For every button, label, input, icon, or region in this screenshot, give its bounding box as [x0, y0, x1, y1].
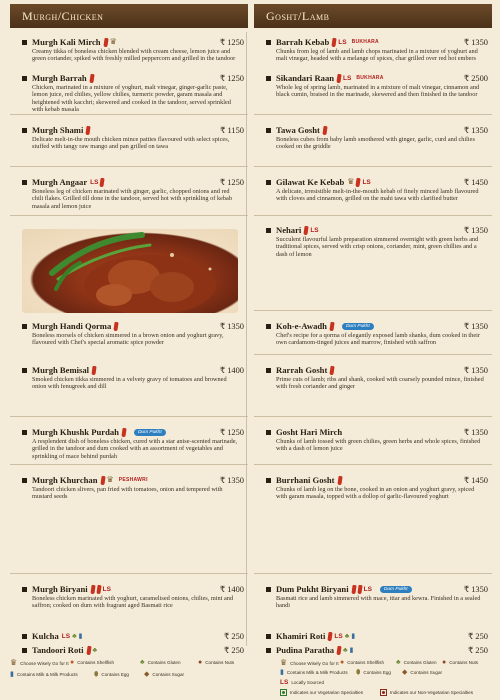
item-row	[10, 364, 248, 376]
milk-icon: ▮	[78, 631, 83, 640]
bullet-icon	[266, 324, 271, 329]
row-divider	[10, 464, 248, 465]
legend-egg	[94, 671, 129, 678]
row-divider	[254, 215, 492, 216]
bullet-icon	[266, 228, 271, 233]
locally-sourced-icon: LS	[338, 38, 347, 46]
chili-icon	[100, 177, 105, 186]
chili-icon	[114, 321, 119, 330]
row-divider	[254, 166, 492, 167]
item-row	[10, 426, 248, 438]
chili-icon	[89, 73, 94, 82]
dish-price: ₹ 1400	[219, 585, 244, 594]
milk-icon: ▮	[280, 669, 284, 676]
dish-icons	[91, 585, 220, 594]
dish-description: Whole leg of spring lamb, marinated in a mixture of malt vinegar, cinnamon and black cumin, braised in the marinade, skewered and then finished in the tandoor	[276, 84, 480, 99]
dish-price: ₹ 2500	[463, 74, 488, 83]
dish-name: Sikandari Raan	[276, 73, 335, 83]
dish-name: Tandoori Roti	[32, 645, 84, 655]
menu-item	[10, 176, 248, 210]
menu-item	[10, 644, 248, 656]
dish-price: ₹ 1350	[463, 38, 488, 47]
bullet-icon	[266, 478, 271, 483]
dish-icons	[114, 322, 220, 331]
dish-name: Murgh Shami	[32, 125, 84, 135]
nut-icon: ●	[198, 659, 203, 666]
dish-description: Boneless morsels of chicken simmered in a brown onion and yoghurt gravy, flavoured with Chef's special aromatic spice powder	[32, 332, 224, 347]
legend-label: Indicates our Vegetarian Specialties	[290, 690, 364, 695]
locally-sourced-icon: LS	[334, 632, 343, 640]
bullet-icon	[266, 634, 271, 639]
bullet-icon	[22, 648, 27, 653]
dish-description: Creamy tikka of boneless chicken blended with cream cheese, lemon juice and green coriander, spiked with freshly milled peppercorn and grilled in the tandoor	[32, 48, 236, 63]
nut-icon: ●	[442, 659, 447, 666]
wheat-icon: ♣	[344, 631, 350, 640]
row-divider	[254, 354, 492, 355]
dish-name: Murgh Biryani	[32, 584, 88, 594]
legend-label: Contains Egg	[101, 672, 129, 677]
milk-icon: ▮	[351, 631, 356, 640]
legend-label: Contains Egg	[363, 670, 391, 675]
dish-icons	[330, 366, 463, 375]
dish-icons	[323, 126, 464, 135]
wheat-icon: ♣	[140, 659, 145, 666]
dish-name: Koh-e-Awadh	[276, 321, 327, 331]
locally-sourced-icon: LS	[61, 632, 71, 640]
row-divider	[254, 114, 492, 115]
dish-name: Tawa Gosht	[276, 125, 320, 135]
dish-icons	[122, 428, 220, 437]
legend-egg-right	[356, 669, 391, 676]
chili-icon	[357, 584, 362, 593]
legend-sugar-right	[402, 669, 442, 676]
legend-dairy-right	[280, 669, 348, 676]
bullet-icon	[266, 368, 271, 373]
item-row	[254, 630, 492, 642]
bullet-icon	[266, 648, 271, 653]
menu-item	[10, 426, 248, 460]
row-divider	[10, 215, 248, 216]
chili-icon	[103, 37, 108, 46]
dish-icons	[86, 126, 220, 135]
menu-item	[254, 320, 492, 347]
dish-description: Prime cuts of lamb; ribs and shank, cooked with coarsely pounded mince, finished with fresh coriander and ginger	[276, 376, 484, 391]
dish-price: ₹ 1250	[219, 38, 244, 47]
dum-pukht-badge: Dum Pukht	[342, 323, 374, 330]
dish-description: Chunks of lamb tossed with green chilies, green herbs and whole spices, finished with a dash of lemon juice	[276, 438, 481, 453]
dish-name: Murgh Kali Mirch	[32, 37, 101, 47]
locally-sourced-icon: LS	[90, 178, 99, 186]
dish-price: ₹ 1250	[219, 178, 244, 187]
column-divider	[246, 32, 247, 646]
dish-icons	[87, 646, 225, 655]
chili-icon	[96, 584, 101, 593]
dish-price: ₹ 250	[224, 632, 244, 641]
shellfish-icon: ●	[70, 659, 75, 666]
chili-icon	[90, 584, 95, 593]
row-divider	[254, 464, 492, 465]
bullet-icon	[22, 180, 27, 185]
menu-item	[10, 36, 248, 63]
nonveg-icon	[380, 689, 387, 696]
menu-item	[254, 644, 492, 656]
bullet-icon	[266, 128, 271, 133]
dish-icons	[347, 178, 464, 187]
legend-sugar	[144, 671, 184, 678]
bullet-icon	[266, 40, 271, 45]
bullet-icon	[22, 128, 27, 133]
dish-description: Chunks of lamb leg on the bone, cooked in an onion and yoghurt gravy, spiced with garam masala, topped with a dollop of garlic-flavoured yoghurt	[276, 486, 475, 501]
menu-item	[254, 630, 492, 642]
legend-chef-right	[280, 659, 339, 667]
menu-item	[10, 364, 248, 391]
bukhara-badge: BUKHARA	[351, 39, 379, 45]
legend-label: Contains Sugar	[152, 672, 185, 677]
dish-icons	[90, 178, 220, 187]
dish-name: Pudina Paratha	[276, 645, 335, 655]
dish-name: Dum Pukht Biryani	[276, 584, 349, 594]
menu-item	[254, 474, 492, 501]
item-row	[10, 36, 248, 48]
dish-name: Gilawat Ke Kebab	[276, 177, 345, 187]
chili-icon	[100, 475, 105, 484]
locally-sourced-icon: LS	[310, 226, 319, 234]
curry-illustration	[22, 229, 238, 313]
legend-shellfish-right	[340, 659, 384, 666]
item-row	[10, 644, 248, 656]
dish-icons	[328, 632, 468, 641]
item-row	[10, 72, 248, 84]
chef-hat-icon: ♛	[109, 37, 117, 46]
legend-label: Contains Gluten	[403, 660, 437, 665]
dish-icons	[330, 322, 464, 331]
item-row	[254, 583, 492, 595]
dish-description: Basmati rice and lamb simmered with mace, ittar and kewra. Finished in a sealed handi	[276, 595, 481, 610]
dish-description: Chunks from leg of lamb and lamb chops marinated in a mixture of yoghurt and malt vinegar, headed with a melange of spices, char grilled over red hot embers	[276, 48, 478, 63]
bullet-icon	[22, 587, 27, 592]
chili-icon	[330, 365, 335, 374]
legend-gluten	[140, 659, 181, 666]
dish-icons	[90, 74, 220, 83]
menu-item	[254, 224, 492, 258]
dish-icons	[337, 74, 464, 83]
bullet-icon	[22, 76, 27, 81]
legend-local	[280, 679, 324, 686]
dish-icons	[62, 633, 224, 640]
item-row	[10, 176, 248, 188]
dish-price: ₹ 1450	[463, 476, 488, 485]
row-divider	[10, 166, 248, 167]
dish-icons	[338, 476, 464, 485]
item-row	[10, 583, 248, 595]
bullet-icon	[266, 180, 271, 185]
locally-sourced-icon: LS	[362, 178, 371, 186]
shellfish-icon: ●	[340, 659, 345, 666]
menu-item	[254, 426, 492, 453]
dish-name: Rarrah Gosht	[276, 365, 328, 375]
dish-price: ₹ 1400	[219, 366, 244, 375]
wheat-icon: ♣	[72, 631, 77, 640]
menu-item	[10, 72, 248, 114]
menu-item	[254, 364, 492, 391]
chef-hat-icon: ♛	[280, 658, 288, 667]
milk-icon: ▮	[349, 645, 354, 654]
dish-description: Boneless leg of chicken marinated with ginger, garlic, chopped onions and red chili flakes. Grilled till done in the tandoor, served hot with sprinkling of kebab masala and lemon juice	[32, 188, 232, 210]
peshawri-badge: PESHAWRI	[118, 477, 148, 483]
dish-icons	[304, 226, 464, 235]
legend-dairy	[10, 671, 78, 678]
dish-icons	[337, 646, 468, 655]
legend-label: Indicates our Non-Vegetarian Specialties	[390, 690, 473, 695]
section-header: Gosht/Lamb	[254, 4, 492, 28]
dish-price: ₹ 1350	[463, 428, 488, 437]
item-row	[10, 474, 248, 486]
veg-icon	[280, 689, 287, 696]
item-row	[254, 72, 492, 84]
dish-icons	[352, 585, 464, 594]
chili-icon	[322, 125, 327, 134]
dish-name: Khamiri Roti	[276, 631, 326, 641]
row-divider	[10, 416, 248, 417]
legend-label: Choose Wisely Go for It	[20, 660, 69, 666]
dish-description: Chef's recipe for a qorma of elegantly exposed lamb shanks, dum cooked in their own cardamom-tinged juices and marrow, finished with saffron	[276, 332, 480, 347]
legend-veg	[280, 689, 363, 696]
bullet-icon	[22, 430, 27, 435]
dish-description: Delicate melt-in-the mouth chicken mince patties flavoured with select spices, stuffed with tangy raw mango and pan grilled on tawa	[32, 136, 230, 151]
dish-price: ₹ 1350	[463, 322, 488, 331]
legend-label: Contains Milk & Milk Products	[286, 670, 348, 675]
dish-name: Barrah Kebab	[276, 37, 330, 47]
item-row	[254, 644, 492, 656]
dish-icons	[101, 476, 220, 485]
dish-photo	[22, 229, 238, 313]
legend-label: Contains Nuts	[205, 660, 235, 665]
item-row	[254, 124, 492, 136]
dum-pukht-badge: Dum Pukht	[380, 586, 412, 593]
bullet-icon	[266, 587, 271, 592]
menu-item	[10, 124, 248, 151]
legend-nuts	[198, 659, 234, 666]
sugar-icon: ◆	[402, 669, 408, 676]
bullet-icon	[266, 430, 271, 435]
dish-description: Tandoori chicken slivers, pan fried with tomatoes, onion and tempered with mustard seeds	[32, 486, 223, 501]
dish-price: ₹ 1250	[219, 74, 244, 83]
chili-icon	[304, 225, 309, 234]
row-divider	[254, 310, 492, 311]
bullet-icon	[22, 478, 27, 483]
dish-name: Murgh Angaar	[32, 177, 88, 187]
egg-icon: ⬮	[94, 671, 99, 678]
dish-name: Burrhani Gosht	[276, 475, 335, 485]
bullet-icon	[266, 76, 271, 81]
dish-icons	[104, 38, 220, 47]
dish-description: Boneless cubes from baby lamb smothered with ginger, garlic, curd and chilies cooked on the griddle	[276, 136, 475, 151]
chili-icon	[328, 631, 333, 640]
dish-price: ₹ 1350	[219, 476, 244, 485]
dish-name: Murgh Bemisal	[32, 365, 90, 375]
dish-description: Chicken, marinated in a mixture of yoghurt, malt vinegar, ginger-garlic paste, lemon juice, red chilies, yellow chilies, turmeric powder, garam masala and heightened with kacchri; skewered and cooked in the tandoor, served sprinkled with kebab masala	[32, 84, 231, 114]
item-row	[254, 364, 492, 376]
menu-item	[10, 474, 248, 501]
row-divider	[10, 573, 248, 574]
legend-shellfish	[70, 659, 114, 666]
item-row	[254, 320, 492, 332]
dish-icons	[332, 38, 464, 47]
legend-label: Choose Wisely Go for It	[290, 660, 339, 666]
dish-price: ₹ 1350	[219, 322, 244, 331]
dish-price: ₹ 1350	[463, 585, 488, 594]
menu-item	[254, 176, 492, 203]
chili-icon	[351, 584, 356, 593]
chef-hat-icon: ♛	[10, 658, 18, 667]
dish-price: ₹ 1450	[463, 178, 488, 187]
bukhara-badge: BUKHARA	[356, 75, 384, 81]
legend-label: Contains Shellfish	[77, 660, 115, 665]
dish-description: Succulent flavourful lamb preparation simmered overnight with green herbs and traditional spices, served with crisp onions, coriander, mint, green chillies and a dash of lemon	[276, 236, 479, 258]
locally-sourced-icon: LS	[280, 679, 289, 686]
chef-hat-icon: ♛	[347, 177, 355, 186]
legend-nonveg	[380, 689, 473, 696]
menu-item	[10, 320, 248, 347]
bullet-icon	[22, 634, 27, 639]
menu-item	[254, 72, 492, 99]
menu-item	[254, 36, 492, 63]
dish-price: ₹ 1350	[463, 366, 488, 375]
egg-icon: ⬮	[356, 669, 361, 676]
chili-icon	[329, 321, 334, 330]
chili-icon	[86, 125, 91, 134]
dish-description: Boneless chicken marinated with yoghurt, caramelised onions, chilies, mint and saffron; cooked on dum with fragrant aged Basmati rice	[32, 595, 234, 610]
row-divider	[254, 573, 492, 574]
item-row	[10, 124, 248, 136]
bullet-icon	[22, 368, 27, 373]
dish-icons	[92, 366, 220, 375]
legend-label: Contains Nuts	[449, 660, 479, 665]
dish-price: ₹ 250	[224, 646, 244, 655]
legend-label: Contains Sugar	[410, 670, 443, 675]
locally-sourced-icon: LS	[343, 74, 352, 82]
chili-icon	[91, 365, 96, 374]
legend-label: Contains Shellfish	[347, 660, 385, 665]
menu-item	[10, 630, 248, 642]
chef-hat-icon: ♛	[106, 475, 114, 484]
chili-icon	[356, 177, 361, 186]
sugar-icon: ◆	[144, 671, 150, 678]
legend-nuts-right	[442, 659, 478, 666]
dish-price: ₹ 1350	[463, 226, 488, 235]
dum-pukht-badge: Dum Pukht	[134, 429, 166, 436]
dish-name: Murgh Khushk Purdah	[32, 427, 119, 437]
dish-name: Gosht Hari Mirch	[276, 427, 343, 437]
legend-label: Contains Milk & Milk Products	[16, 672, 78, 677]
item-row	[254, 474, 492, 486]
dish-name: Murgh Barrah	[32, 73, 87, 83]
dish-price: ₹ 250	[468, 632, 488, 641]
section-header: Murgh/Chicken	[10, 4, 248, 28]
chili-icon	[336, 73, 341, 82]
dish-name: Murgh Handi Qorma	[32, 321, 112, 331]
dish-description: A delicate, irresistible melt-in-the-mouth kebab of finely minced lamb flavoured with cloves and cinnamon, grilled on the mahi tawa with clarified butter	[276, 188, 479, 203]
item-row	[10, 320, 248, 332]
menu-item	[10, 583, 248, 610]
section-lamb	[254, 0, 492, 655]
menu-item	[254, 124, 492, 151]
legend-gluten-right	[396, 659, 437, 666]
milk-icon: ▮	[10, 671, 14, 678]
dish-price: ₹ 1150	[220, 126, 244, 135]
item-row	[10, 630, 248, 642]
item-row	[254, 36, 492, 48]
chili-icon	[336, 645, 341, 654]
wheat-icon: ♣	[92, 645, 98, 654]
dish-description: Smoked chicken tikka simmered in a velvety gravy of tomatoes and browned onion with fenugreek and dill	[32, 376, 227, 391]
locally-sourced-icon: LS	[102, 585, 111, 593]
wheat-icon: ♣	[343, 645, 348, 654]
item-row	[254, 224, 492, 236]
chili-icon	[86, 645, 91, 654]
bullet-icon	[22, 40, 27, 45]
item-row	[254, 176, 492, 188]
locally-sourced-icon: LS	[363, 585, 372, 593]
item-row	[254, 426, 492, 438]
row-divider	[10, 114, 248, 115]
row-divider	[254, 416, 492, 417]
chili-icon	[121, 427, 126, 436]
dish-name: Kulcha	[32, 631, 59, 641]
dish-price: ₹ 250	[468, 646, 488, 655]
wheat-icon: ♣	[396, 659, 401, 666]
dish-price: ₹ 1250	[219, 428, 244, 437]
legend-chef	[10, 659, 69, 667]
dish-name: Nehari	[276, 225, 302, 235]
menu-item	[254, 583, 492, 610]
dish-description: A resplendent dish of boneless chicken, cured with a star anise-scented marinade, grilled in the tandoor and dum cooked with an assortment of vegetables and sprinkling of mace behind purdah	[32, 438, 238, 460]
section-chicken	[10, 0, 248, 655]
chili-icon	[337, 475, 342, 484]
dish-name: Murgh Khurchan	[32, 475, 98, 485]
legend-label: Locally Sourced	[291, 680, 324, 685]
legend-label: Contains Gluten	[147, 660, 181, 665]
dish-price: ₹ 1350	[463, 126, 488, 135]
chili-icon	[332, 37, 337, 46]
bullet-icon	[22, 324, 27, 329]
